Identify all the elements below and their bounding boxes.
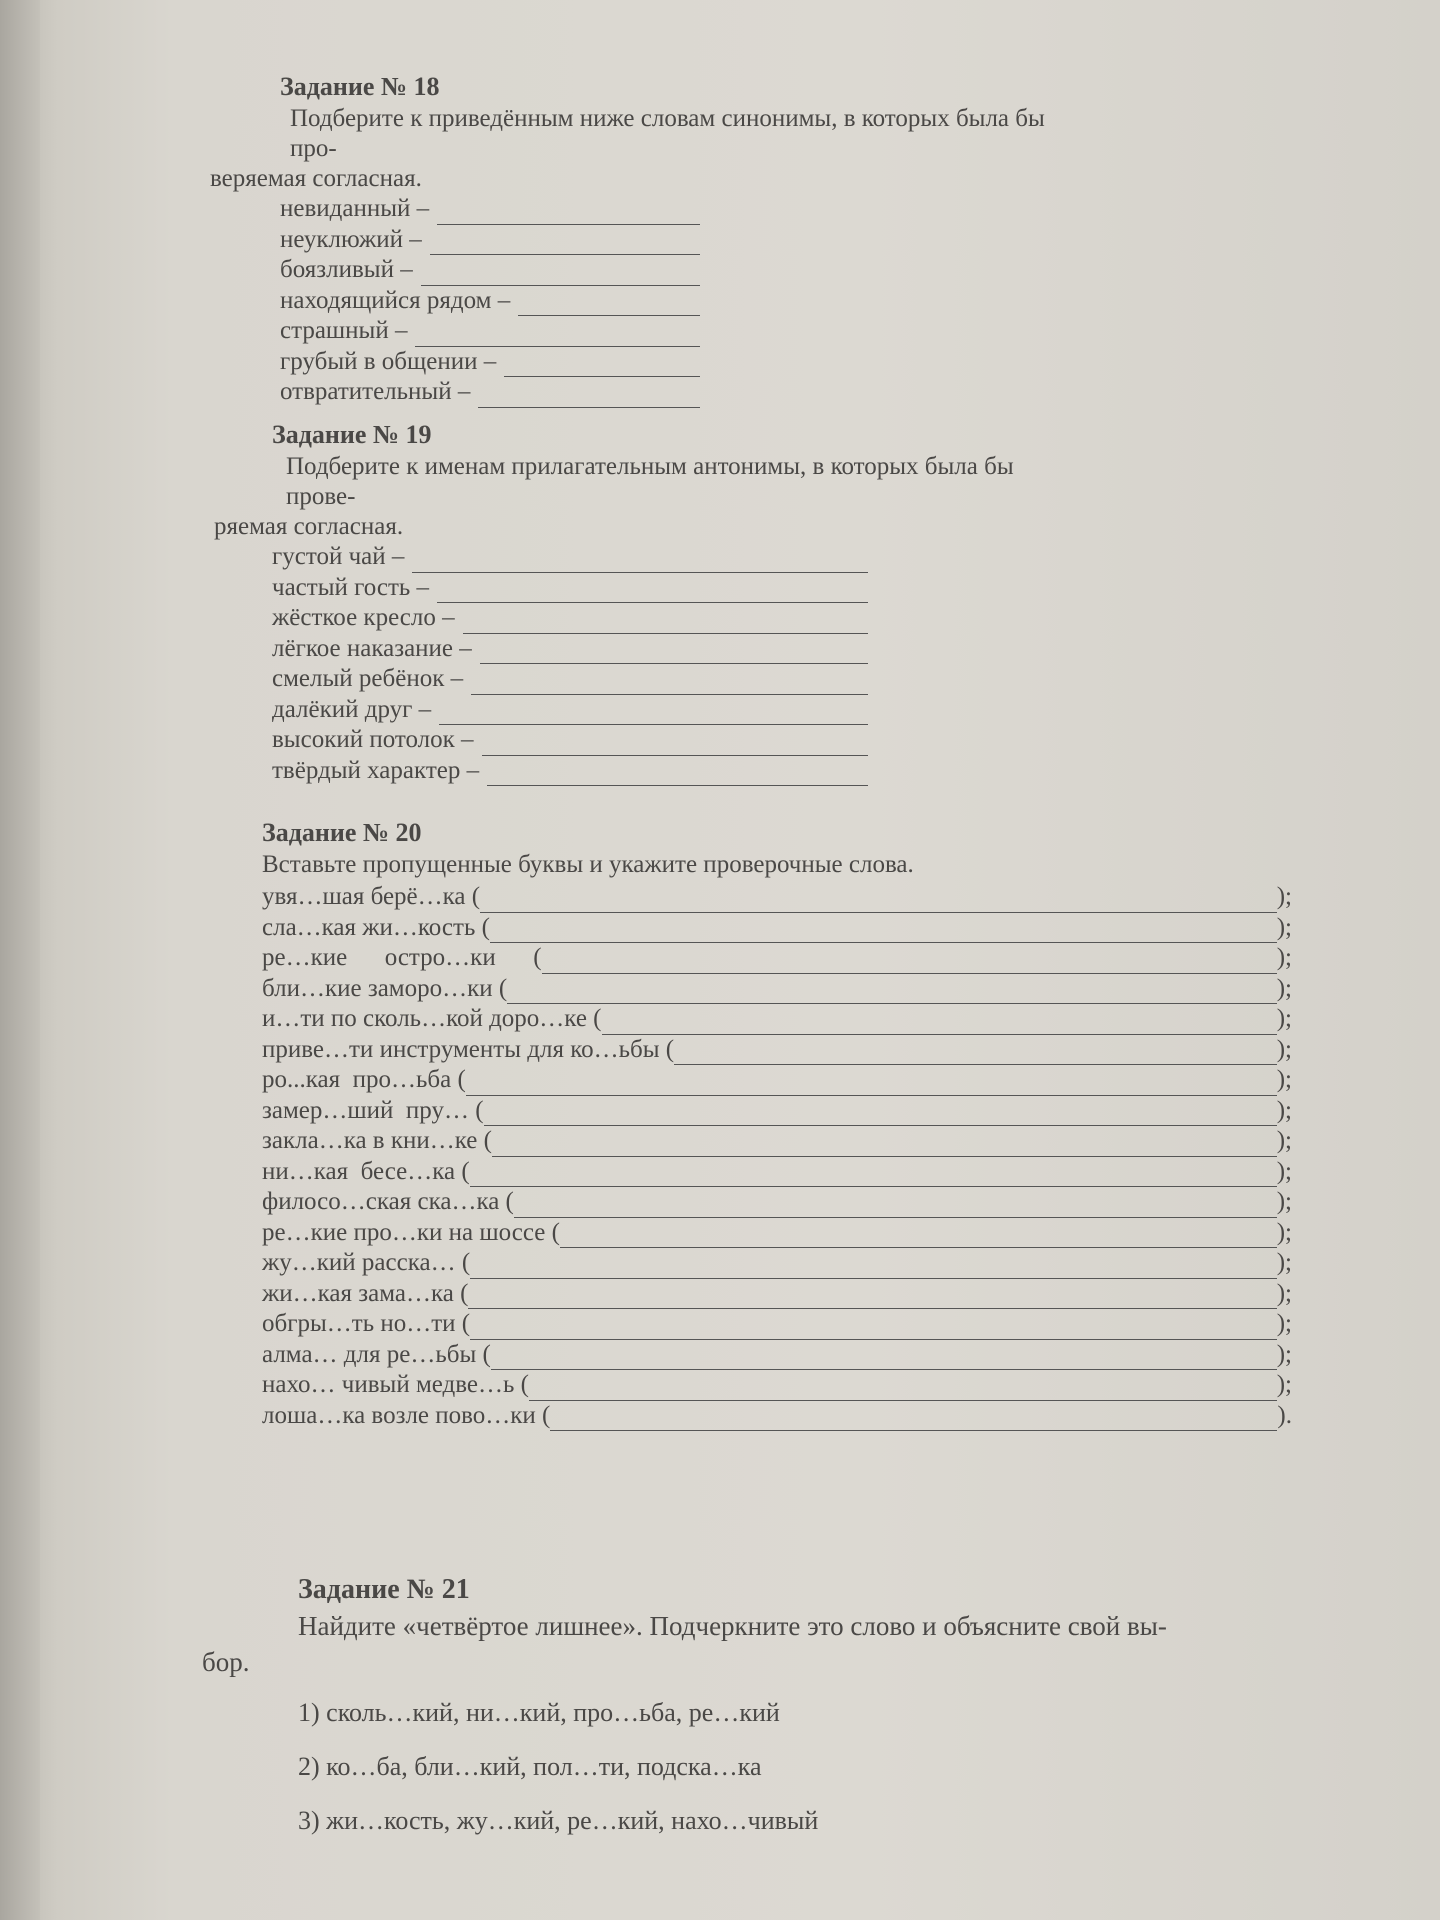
- answer-row[interactable]: [272, 542, 868, 573]
- row-ending: );: [1276, 944, 1292, 971]
- answer-row[interactable]: [280, 377, 700, 408]
- task-20: [262, 818, 1312, 1431]
- answer-blank[interactable]: [518, 295, 700, 316]
- answer-blank[interactable]: [504, 356, 700, 377]
- answer-blank[interactable]: [490, 922, 1277, 943]
- answer-blank[interactable]: [466, 1075, 1277, 1096]
- answer-blank[interactable]: [480, 643, 868, 664]
- exercise-text: бли…кие заморо…ки (: [262, 974, 508, 1002]
- exercise-text: увя…шая берё…ка (: [262, 883, 481, 910]
- answer-blank[interactable]: [480, 892, 1277, 913]
- answer-blank[interactable]: [602, 1014, 1277, 1035]
- word: жёсткое кресло –: [272, 604, 455, 631]
- answer-row[interactable]: [272, 573, 868, 604]
- task-instruction-cont: бор.: [202, 1647, 250, 1677]
- list-item: 2) ко…ба, бли…кий, пол…ти, подска…ка: [298, 1752, 762, 1781]
- exercise-text: и…ти по сколь…кой доро…ке (: [262, 1005, 602, 1032]
- task-instruction: Вставьте пропущенные буквы и укажите проверочные слова.: [262, 851, 914, 878]
- answer-row[interactable]: [272, 756, 868, 787]
- word: смелый ребёнок –: [272, 665, 464, 692]
- row-ending: );: [1276, 1157, 1292, 1185]
- exercise-text: лоша…ка возле пово…ки (: [262, 1401, 551, 1429]
- fill-row[interactable]: [262, 1187, 1292, 1218]
- fill-row[interactable]: [262, 1248, 1292, 1279]
- word: находящийся рядом –: [280, 286, 511, 314]
- exercise-text: ре…кие про…ки на шоссе (: [262, 1218, 560, 1246]
- exercise-text: замер…ший пру… (: [262, 1096, 484, 1124]
- task-18: [210, 72, 1070, 408]
- task-instruction: Подберите к именам прилагательным антонимы, в которых была бы прове-: [286, 453, 1014, 510]
- fill-row[interactable]: [262, 1370, 1292, 1401]
- exercise-text: ре…кие остро…ки (: [262, 944, 542, 971]
- list-item: 3) жи…кость, жу…кий, ре…кий, нахо…чивый: [298, 1806, 819, 1835]
- exercise-text: филосо…ская ска…ка (: [262, 1188, 514, 1215]
- answer-blank[interactable]: [421, 265, 700, 286]
- exercise-text: закла…ка в кни…ке (: [262, 1127, 492, 1154]
- word: грубый в общении –: [280, 347, 497, 375]
- answer-blank[interactable]: [542, 953, 1277, 974]
- row-ending: );: [1276, 913, 1292, 941]
- task-21-list: [298, 1686, 1398, 1848]
- row-ending: );: [1276, 1188, 1292, 1215]
- fill-row[interactable]: [262, 1340, 1292, 1371]
- row-ending: );: [1276, 1371, 1292, 1398]
- row-ending: );: [1276, 1279, 1292, 1307]
- answer-row[interactable]: [280, 347, 700, 378]
- exercise-text: жи…кая зама…ка (: [262, 1279, 469, 1307]
- task-19: [214, 420, 1072, 786]
- word: неуклюжий –: [280, 225, 422, 253]
- exercise-text: алма… для ре…ьбы (: [262, 1340, 491, 1368]
- word: боязливый –: [280, 256, 413, 283]
- answer-blank[interactable]: [468, 1288, 1276, 1309]
- word: частый гость –: [272, 573, 430, 601]
- answer-blank[interactable]: [463, 613, 868, 634]
- word: твёрдый характер –: [272, 756, 480, 784]
- answer-blank[interactable]: [412, 552, 868, 573]
- exercise-text: приве…ти инструменты для ко…ьбы (: [262, 1035, 675, 1063]
- fill-row[interactable]: [262, 1401, 1292, 1432]
- list-item: 1) сколь…кий, ни…кий, про…ьба, ре…кий: [298, 1698, 780, 1727]
- word: лёгкое наказание –: [272, 634, 472, 662]
- answer-row[interactable]: [272, 603, 868, 634]
- word: высокий потолок –: [272, 726, 474, 753]
- fill-row[interactable]: [262, 1218, 1292, 1249]
- answer-row[interactable]: [280, 225, 700, 256]
- answer-blank[interactable]: [482, 735, 868, 756]
- answer-blank[interactable]: [529, 1380, 1277, 1401]
- answer-blank[interactable]: [507, 983, 1277, 1004]
- task-instruction: Подберите к приведённым ниже словам синонимы, в которых была бы про-: [290, 105, 1045, 162]
- row-ending: );: [1276, 1310, 1292, 1337]
- word: страшный –: [280, 317, 408, 344]
- answer-blank[interactable]: [415, 326, 700, 347]
- exercise-text: жу…кий расска… (: [262, 1249, 471, 1276]
- fill-row[interactable]: [262, 974, 1292, 1005]
- fill-row[interactable]: [262, 1096, 1292, 1127]
- row-ending: );: [1276, 974, 1292, 1002]
- answer-blank[interactable]: [550, 1410, 1277, 1431]
- fill-row[interactable]: [262, 1157, 1292, 1188]
- answer-row[interactable]: [272, 634, 868, 665]
- row-ending: ).: [1277, 1401, 1292, 1429]
- answer-blank[interactable]: [492, 1136, 1277, 1157]
- answer-blank[interactable]: [437, 204, 700, 225]
- row-ending: );: [1276, 1218, 1292, 1246]
- exercise-text: нахо… чивый медве…ь (: [262, 1371, 529, 1398]
- task-title: Задание № 21: [298, 1574, 470, 1605]
- word: отвратительный –: [280, 378, 471, 405]
- row-ending: );: [1276, 883, 1292, 910]
- answer-row[interactable]: [272, 725, 868, 756]
- fill-row[interactable]: [262, 1309, 1292, 1340]
- exercise-text: обгры…ть но…ти (: [262, 1310, 471, 1337]
- answer-blank[interactable]: [487, 765, 868, 786]
- answer-row[interactable]: [280, 194, 700, 225]
- row-ending: );: [1276, 1096, 1292, 1124]
- task-instruction-cont: веряемая согласная.: [210, 165, 422, 192]
- fill-row[interactable]: [262, 882, 1292, 913]
- answer-blank[interactable]: [560, 1227, 1277, 1248]
- fill-row[interactable]: [262, 913, 1292, 944]
- task-title: Задание № 20: [262, 818, 422, 847]
- answer-row[interactable]: [280, 255, 700, 286]
- fill-row[interactable]: [262, 1065, 1292, 1096]
- page-edge: [0, 0, 40, 1920]
- answer-row[interactable]: [280, 316, 700, 347]
- word: далёкий друг –: [272, 695, 432, 723]
- row-ending: );: [1276, 1127, 1292, 1154]
- task-instruction: Найдите «четвёртое лишнее». Подчеркните это слово и объясните свой вы-: [298, 1611, 1167, 1641]
- row-ending: );: [1276, 1066, 1292, 1093]
- answer-blank[interactable]: [470, 1319, 1277, 1340]
- answer-blank[interactable]: [478, 387, 700, 408]
- row-ending: );: [1276, 1340, 1292, 1368]
- exercise-text: ни…кая бесе…ка (: [262, 1157, 470, 1185]
- answer-blank[interactable]: [484, 1105, 1277, 1126]
- fill-row[interactable]: [262, 1126, 1292, 1157]
- answer-blank[interactable]: [439, 704, 868, 725]
- word: невиданный –: [280, 195, 430, 222]
- answer-blank[interactable]: [470, 1258, 1277, 1279]
- exercise-text: ро...кая про…ьба (: [262, 1066, 466, 1093]
- answer-blank[interactable]: [437, 582, 868, 603]
- task-title: Задание № 19: [272, 420, 432, 449]
- task-title: Задание № 18: [280, 72, 440, 101]
- answer-blank[interactable]: [674, 1044, 1277, 1065]
- answer-blank[interactable]: [430, 234, 700, 255]
- fill-row[interactable]: [262, 1279, 1292, 1310]
- fill-row[interactable]: [262, 943, 1292, 974]
- answer-row[interactable]: [280, 286, 700, 317]
- fill-row[interactable]: [262, 1004, 1292, 1035]
- task-20-list: [262, 882, 1292, 1431]
- answer-blank[interactable]: [470, 1166, 1277, 1187]
- answer-blank[interactable]: [471, 674, 868, 695]
- answer-blank[interactable]: [514, 1197, 1277, 1218]
- row-ending: );: [1276, 1249, 1292, 1276]
- task-21: [202, 1574, 1398, 1848]
- row-ending: );: [1276, 1005, 1292, 1032]
- task-instruction-cont: ряемая согласная.: [214, 513, 404, 540]
- answer-blank[interactable]: [491, 1349, 1277, 1370]
- word: густой чай –: [272, 543, 405, 570]
- answer-row[interactable]: [272, 664, 868, 695]
- exercise-text: сла…кая жи…кость (: [262, 913, 490, 941]
- fill-row[interactable]: [262, 1035, 1292, 1066]
- row-ending: );: [1276, 1035, 1292, 1063]
- answer-row[interactable]: [272, 695, 868, 726]
